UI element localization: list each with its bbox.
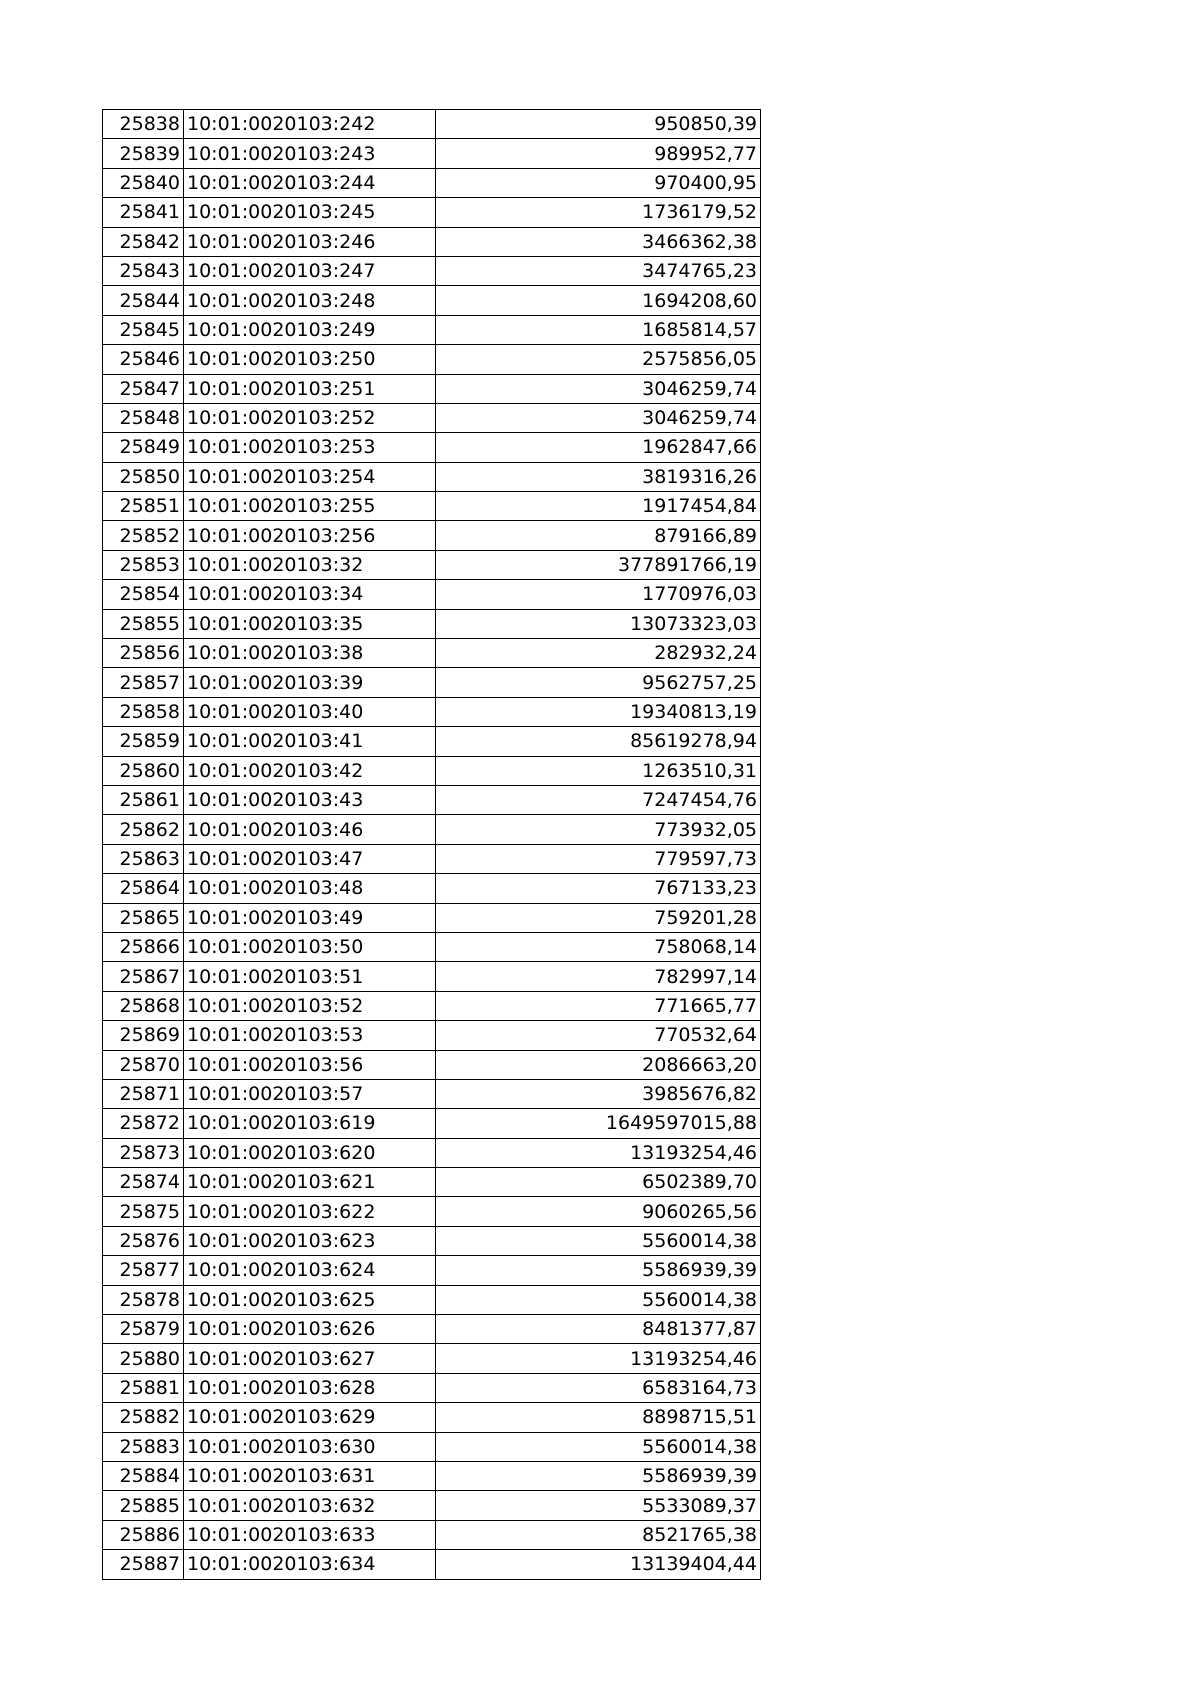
row-number-cell: 25857 [103, 668, 184, 697]
cadastral-number-cell: 10:01:0020103:629 [184, 1403, 436, 1432]
cadastral-number-cell: 10:01:0020103:248 [184, 286, 436, 315]
value-cell: 3466362,38 [436, 227, 761, 256]
row-number-cell: 25841 [103, 198, 184, 227]
row-number-cell: 25884 [103, 1461, 184, 1490]
cadastral-number-cell: 10:01:0020103:50 [184, 932, 436, 961]
table-row [103, 550, 761, 579]
table-row [103, 1432, 761, 1461]
row-number-cell: 25864 [103, 874, 184, 903]
cadastral-number-cell: 10:01:0020103:249 [184, 315, 436, 344]
value-cell: 6583164,73 [436, 1373, 761, 1402]
row-number-cell: 25851 [103, 492, 184, 521]
cadastral-number-cell: 10:01:0020103:625 [184, 1285, 436, 1314]
table-row [103, 1256, 761, 1285]
value-cell: 758068,14 [436, 932, 761, 961]
row-number-cell: 25856 [103, 639, 184, 668]
cadastral-number-cell: 10:01:0020103:51 [184, 962, 436, 991]
cadastral-number-cell: 10:01:0020103:43 [184, 785, 436, 814]
row-number-cell: 25882 [103, 1403, 184, 1432]
cadastral-number-cell: 10:01:0020103:622 [184, 1197, 436, 1226]
value-cell: 6502389,70 [436, 1168, 761, 1197]
table-row [103, 1373, 761, 1402]
row-number-cell: 25863 [103, 844, 184, 873]
value-cell: 8481377,87 [436, 1315, 761, 1344]
cadastral-number-cell: 10:01:0020103:48 [184, 874, 436, 903]
table-row [103, 110, 761, 139]
table-row [103, 1050, 761, 1079]
table-row [103, 227, 761, 256]
cadastral-number-cell: 10:01:0020103:52 [184, 991, 436, 1020]
row-number-cell: 25875 [103, 1197, 184, 1226]
value-cell: 759201,28 [436, 903, 761, 932]
row-number-cell: 25871 [103, 1079, 184, 1108]
row-number-cell: 25859 [103, 727, 184, 756]
cadastral-number-cell: 10:01:0020103:39 [184, 668, 436, 697]
table-row [103, 256, 761, 285]
table-row [103, 462, 761, 491]
cadastral-number-cell: 10:01:0020103:243 [184, 139, 436, 168]
row-number-cell: 25846 [103, 345, 184, 374]
value-cell: 2575856,05 [436, 345, 761, 374]
value-cell: 5586939,39 [436, 1256, 761, 1285]
table-row [103, 1138, 761, 1167]
row-number-cell: 25874 [103, 1168, 184, 1197]
table-row [103, 521, 761, 550]
value-cell: 950850,39 [436, 110, 761, 139]
table-row [103, 1226, 761, 1255]
table-row [103, 1315, 761, 1344]
row-number-cell: 25843 [103, 256, 184, 285]
cadastral-number-cell: 10:01:0020103:245 [184, 198, 436, 227]
row-number-cell: 25839 [103, 139, 184, 168]
cadastral-number-cell: 10:01:0020103:250 [184, 345, 436, 374]
row-number-cell: 25860 [103, 756, 184, 785]
row-number-cell: 25852 [103, 521, 184, 550]
row-number-cell: 25847 [103, 374, 184, 403]
cadastral-number-cell: 10:01:0020103:251 [184, 374, 436, 403]
row-number-cell: 25869 [103, 1021, 184, 1050]
cadastral-number-cell: 10:01:0020103:47 [184, 844, 436, 873]
table-row [103, 1197, 761, 1226]
table-row [103, 1461, 761, 1490]
cadastral-number-cell: 10:01:0020103:620 [184, 1138, 436, 1167]
cadastral-number-cell: 10:01:0020103:242 [184, 110, 436, 139]
cadastral-number-cell: 10:01:0020103:34 [184, 580, 436, 609]
row-number-cell: 25848 [103, 403, 184, 432]
table-row [103, 1550, 761, 1579]
table-row [103, 1109, 761, 1138]
row-number-cell: 25868 [103, 991, 184, 1020]
row-number-cell: 25880 [103, 1344, 184, 1373]
cadastral-number-cell: 10:01:0020103:634 [184, 1550, 436, 1579]
cadastral-number-cell: 10:01:0020103:40 [184, 697, 436, 726]
cadastral-number-cell: 10:01:0020103:256 [184, 521, 436, 550]
table-row [103, 932, 761, 961]
cadastral-number-cell: 10:01:0020103:56 [184, 1050, 436, 1079]
value-cell: 5560014,38 [436, 1226, 761, 1255]
row-number-cell: 25886 [103, 1520, 184, 1549]
row-number-cell: 25861 [103, 785, 184, 814]
value-cell: 1649597015,88 [436, 1109, 761, 1138]
table-row [103, 903, 761, 932]
table-row [103, 962, 761, 991]
table-row [103, 1285, 761, 1314]
value-cell: 19340813,19 [436, 697, 761, 726]
row-number-cell: 25844 [103, 286, 184, 315]
value-cell: 3474765,23 [436, 256, 761, 285]
value-cell: 5586939,39 [436, 1461, 761, 1490]
row-number-cell: 25849 [103, 433, 184, 462]
table-row [103, 991, 761, 1020]
cadastral-number-cell: 10:01:0020103:254 [184, 462, 436, 491]
row-number-cell: 25840 [103, 168, 184, 197]
table-row [103, 1491, 761, 1520]
value-cell: 767133,23 [436, 874, 761, 903]
row-number-cell: 25862 [103, 815, 184, 844]
table-row [103, 433, 761, 462]
row-number-cell: 25873 [103, 1138, 184, 1167]
value-cell: 3985676,82 [436, 1079, 761, 1108]
row-number-cell: 25845 [103, 315, 184, 344]
row-number-cell: 25838 [103, 110, 184, 139]
value-cell: 1263510,31 [436, 756, 761, 785]
table-row [103, 844, 761, 873]
row-number-cell: 25872 [103, 1109, 184, 1138]
row-number-cell: 25876 [103, 1226, 184, 1255]
table-row [103, 374, 761, 403]
table-row [103, 874, 761, 903]
row-number-cell: 25853 [103, 550, 184, 579]
cadastral-number-cell: 10:01:0020103:38 [184, 639, 436, 668]
row-number-cell: 25866 [103, 932, 184, 961]
table-row [103, 1021, 761, 1050]
value-cell: 3046259,74 [436, 374, 761, 403]
value-cell: 989952,77 [436, 139, 761, 168]
row-number-cell: 25865 [103, 903, 184, 932]
table-row [103, 1168, 761, 1197]
value-cell: 13193254,46 [436, 1138, 761, 1167]
row-number-cell: 25887 [103, 1550, 184, 1579]
value-cell: 970400,95 [436, 168, 761, 197]
row-number-cell: 25842 [103, 227, 184, 256]
table-row [103, 1520, 761, 1549]
cadastral-number-cell: 10:01:0020103:626 [184, 1315, 436, 1344]
value-cell: 1736179,52 [436, 198, 761, 227]
cadastral-number-cell: 10:01:0020103:623 [184, 1226, 436, 1255]
value-cell: 13139404,44 [436, 1550, 761, 1579]
table-row [103, 345, 761, 374]
value-cell: 2086663,20 [436, 1050, 761, 1079]
table-row [103, 492, 761, 521]
value-cell: 1694208,60 [436, 286, 761, 315]
cadastral-number-cell: 10:01:0020103:244 [184, 168, 436, 197]
value-cell: 5560014,38 [436, 1432, 761, 1461]
row-number-cell: 25867 [103, 962, 184, 991]
row-number-cell: 25878 [103, 1285, 184, 1314]
value-cell: 7247454,76 [436, 785, 761, 814]
row-number-cell: 25854 [103, 580, 184, 609]
row-number-cell: 25850 [103, 462, 184, 491]
table-row [103, 286, 761, 315]
value-cell: 9060265,56 [436, 1197, 761, 1226]
cadastral-number-cell: 10:01:0020103:247 [184, 256, 436, 285]
row-number-cell: 25883 [103, 1432, 184, 1461]
cadastral-number-cell: 10:01:0020103:53 [184, 1021, 436, 1050]
table-row [103, 315, 761, 344]
value-cell: 3819316,26 [436, 462, 761, 491]
cadastral-number-cell: 10:01:0020103:246 [184, 227, 436, 256]
cadastral-number-cell: 10:01:0020103:252 [184, 403, 436, 432]
cadastral-number-cell: 10:01:0020103:49 [184, 903, 436, 932]
cadastral-number-cell: 10:01:0020103:628 [184, 1373, 436, 1402]
table-row [103, 609, 761, 638]
table-row [103, 168, 761, 197]
cadastral-number-cell: 10:01:0020103:627 [184, 1344, 436, 1373]
value-cell: 879166,89 [436, 521, 761, 550]
table-row [103, 139, 761, 168]
cadastral-number-cell: 10:01:0020103:57 [184, 1079, 436, 1108]
value-cell: 13073323,03 [436, 609, 761, 638]
cadastral-number-cell: 10:01:0020103:631 [184, 1461, 436, 1490]
table-row [103, 756, 761, 785]
cadastral-number-cell: 10:01:0020103:633 [184, 1520, 436, 1549]
row-number-cell: 25879 [103, 1315, 184, 1344]
value-cell: 1685814,57 [436, 315, 761, 344]
value-cell: 5560014,38 [436, 1285, 761, 1314]
cadastral-number-cell: 10:01:0020103:46 [184, 815, 436, 844]
cadastral-number-cell: 10:01:0020103:624 [184, 1256, 436, 1285]
value-cell: 779597,73 [436, 844, 761, 873]
table-row [103, 785, 761, 814]
cadastral-number-cell: 10:01:0020103:630 [184, 1432, 436, 1461]
cadastral-value-table [102, 109, 761, 1580]
row-number-cell: 25870 [103, 1050, 184, 1079]
table-row [103, 639, 761, 668]
value-cell: 770532,64 [436, 1021, 761, 1050]
table-body [103, 110, 761, 1580]
value-cell: 1962847,66 [436, 433, 761, 462]
table-row [103, 580, 761, 609]
value-cell: 3046259,74 [436, 403, 761, 432]
cadastral-number-cell: 10:01:0020103:255 [184, 492, 436, 521]
value-cell: 85619278,94 [436, 727, 761, 756]
table-row [103, 198, 761, 227]
cadastral-number-cell: 10:01:0020103:35 [184, 609, 436, 638]
value-cell: 282932,24 [436, 639, 761, 668]
value-cell: 1917454,84 [436, 492, 761, 521]
value-cell: 377891766,19 [436, 550, 761, 579]
value-cell: 782997,14 [436, 962, 761, 991]
value-cell: 8898715,51 [436, 1403, 761, 1432]
cadastral-number-cell: 10:01:0020103:621 [184, 1168, 436, 1197]
cadastral-number-cell: 10:01:0020103:41 [184, 727, 436, 756]
table-row [103, 1079, 761, 1108]
table-row [103, 403, 761, 432]
cadastral-number-cell: 10:01:0020103:632 [184, 1491, 436, 1520]
table-row [103, 1344, 761, 1373]
value-cell: 8521765,38 [436, 1520, 761, 1549]
row-number-cell: 25855 [103, 609, 184, 638]
cadastral-number-cell: 10:01:0020103:32 [184, 550, 436, 579]
value-cell: 1770976,03 [436, 580, 761, 609]
cadastral-number-cell: 10:01:0020103:619 [184, 1109, 436, 1138]
value-cell: 5533089,37 [436, 1491, 761, 1520]
table-row [103, 727, 761, 756]
table-row [103, 1403, 761, 1432]
row-number-cell: 25885 [103, 1491, 184, 1520]
row-number-cell: 25877 [103, 1256, 184, 1285]
table-row [103, 697, 761, 726]
cadastral-number-cell: 10:01:0020103:253 [184, 433, 436, 462]
value-cell: 773932,05 [436, 815, 761, 844]
value-cell: 13193254,46 [436, 1344, 761, 1373]
row-number-cell: 25881 [103, 1373, 184, 1402]
value-cell: 771665,77 [436, 991, 761, 1020]
table-row [103, 668, 761, 697]
value-cell: 9562757,25 [436, 668, 761, 697]
cadastral-number-cell: 10:01:0020103:42 [184, 756, 436, 785]
table-row [103, 815, 761, 844]
row-number-cell: 25858 [103, 697, 184, 726]
